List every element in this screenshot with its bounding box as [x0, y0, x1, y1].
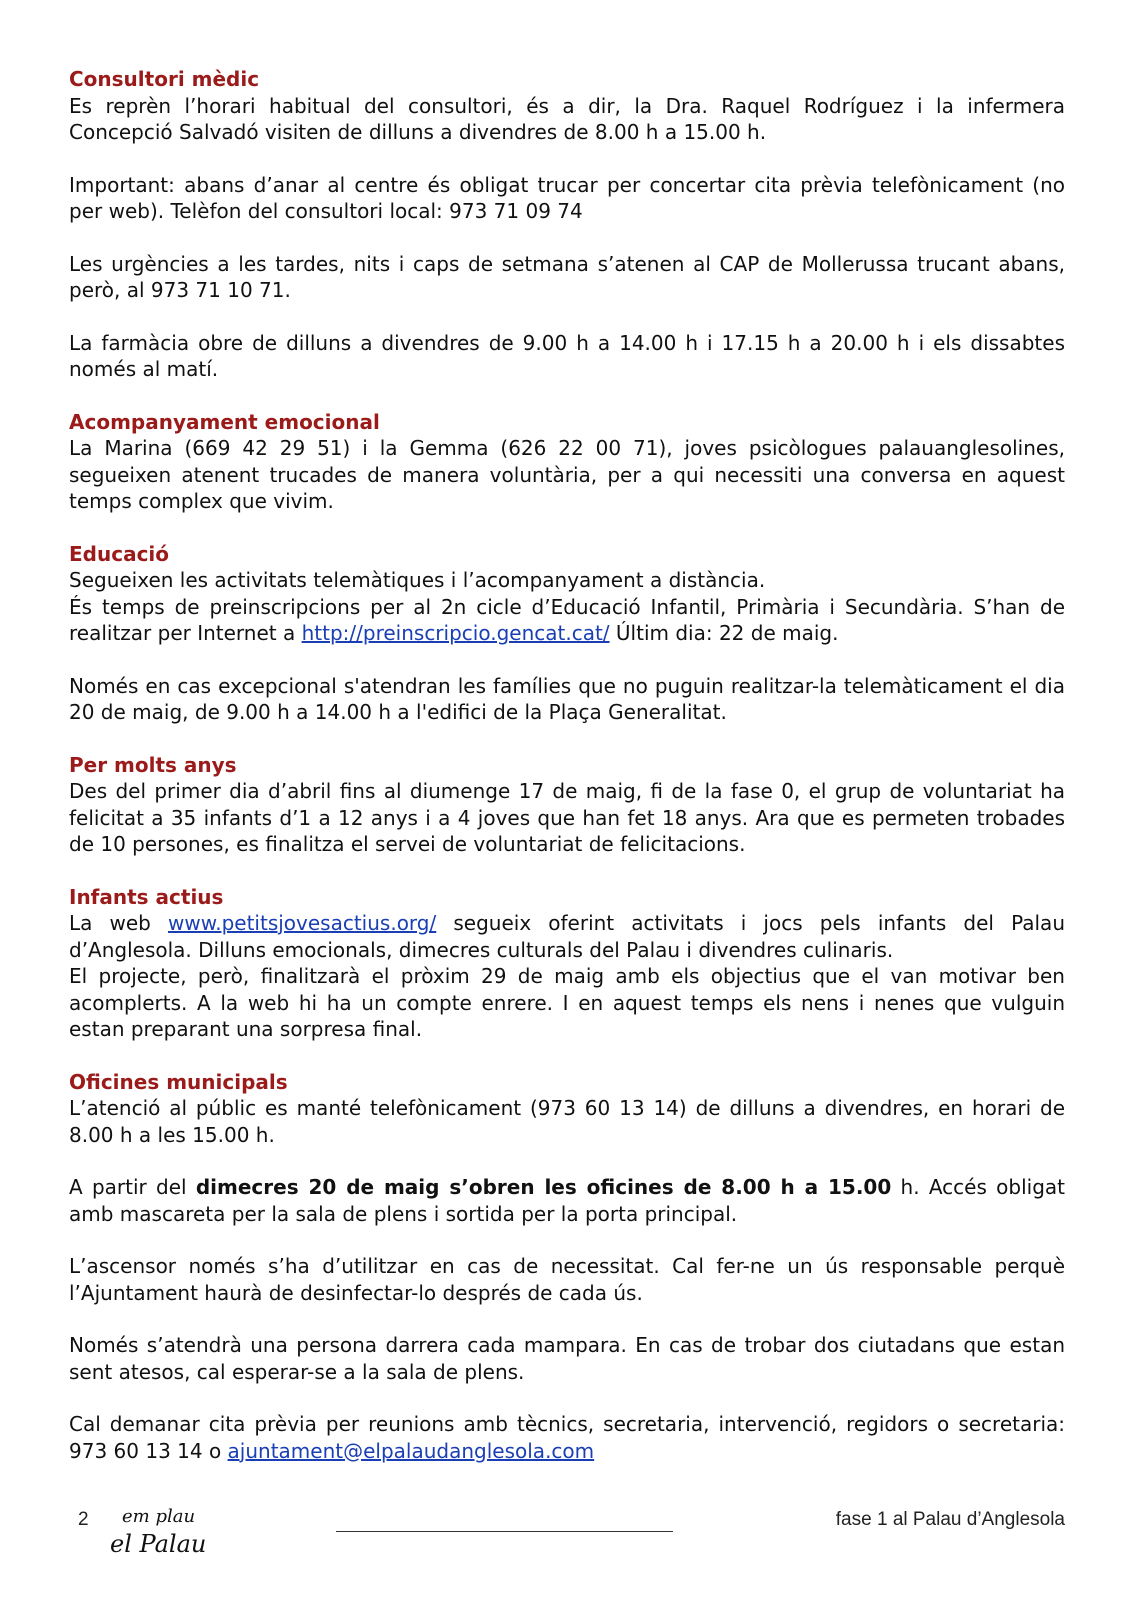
section-heading: Infants actius [69, 884, 224, 909]
paragraph [69, 910, 1065, 963]
section-oficines [69, 1069, 1065, 1465]
paragraph: L’ascensor només s’ha d’utilitzar en cas de necessitat. Cal fer-ne un ús responsable perquè l’Ajuntament haurà de desinfectar-lo després de cada ús. [69, 1254, 1065, 1305]
section-heading: Oficines municipals [69, 1069, 288, 1094]
document-body [69, 66, 1065, 1490]
paragraph: L’atenció al públic es manté telefònicament (973 60 13 14) de dilluns a divendres, en horari de 8.00 h a les 15.00 h. [69, 1096, 1065, 1147]
section-acompanyament [69, 409, 1065, 515]
paragraph: Només en cas excepcional s'atendran les famílies que no puguin realitzar-la telemàticament el dia 20 de maig, de 9.00 h a 14.00 h a l'edifici de la Plaça Generalitat. [69, 673, 1065, 724]
paragraph-text: És temps de preinscripcions per al 2n cicle d’Educació Infantil, Primària i Secundària. S’han de realitzar per Internet a [69, 594, 1065, 645]
paragraph: La Marina (669 42 29 51) i la Gemma (626 22 00 71), joves psicòlogues palauanglesolines, segueixen atenent trucades de manera voluntària, per a qui necessiti una conversa en aquest temps complex que vivim. [69, 436, 1065, 513]
section-molts-anys [69, 752, 1065, 858]
paragraph: Les urgències a les tardes, nits i caps de setmana s’atenen al CAP de Mollerussa trucant abans, però, al 973 71 10 71. [69, 251, 1065, 302]
section-heading: Consultori mèdic [69, 67, 260, 91]
paragraph-text: segueix oferint activitats i jocs pels infants del Palau d’Anglesola. Dilluns emocionals, dimecres culturals del Palau i divendres culinaris. [69, 911, 1065, 962]
section-consultori [69, 66, 1065, 383]
paragraph-text: Cal demanar cita prèvia per reunions amb tècnics, secretaria, intervenció, regidors o secretaria: 973 60 13 14 o [69, 1412, 1065, 1463]
footer-divider [336, 1531, 673, 1532]
petitsjovesactius-link[interactable]: www.petitsjovesactius.org/ [167, 911, 437, 935]
paragraph: Es reprèn l’horari habitual del consultori, és a dir, la Dra. Raquel Rodríguez i la infermera Concepció Salvadó visiten de dilluns a divendres de 8.00 h a 15.00 h. [69, 93, 1065, 144]
paragraph: Segueixen les activitats telemàtiques i l’acompanyament a distància. [69, 568, 766, 592]
paragraph: La farmàcia obre de dilluns a divendres de 9.00 h a 14.00 h i 17.15 h a 20.00 h i els dissabtes només al matí. [69, 330, 1065, 381]
email-link[interactable]: ajuntament@elpalaudanglesola.com [227, 1438, 595, 1463]
paragraph [69, 1411, 1065, 1464]
footer-title: fase 1 al Palau d’Anglesola [835, 1509, 1065, 1530]
paragraph: El projecte, però, finalitzarà el pròxim 29 de maig amb els objectius que el van motivar ben acomplerts. A la web hi ha un compte enrere. I en aquest temps els nens i nenes que vulguin estan preparant una sorpresa final. [69, 964, 1065, 1041]
section-heading: Per molts anys [69, 752, 237, 777]
preinscripcio-link[interactable]: http://preinscripcio.gencat.cat/ [301, 621, 610, 645]
paragraph: Important: abans d’anar al centre és obligat trucar per concertar cita prèvia telefònicament (no per web). Telèfon del consultori local: 973 71 09 74 [69, 172, 1065, 223]
paragraph: Només s’atendrà una persona darrera cada mampara. En cas de trobar dos ciutadans que estan sent atesos, cal esperar-se a la sala de plens. [69, 1333, 1065, 1384]
paragraph: Des del primer dia d’abril fins al diumenge 17 de maig, fi de la fase 0, el grup de voluntariat ha felicitat a 35 infants d’1 a 12 anys i a 4 joves que han fet 18 anys. Ara que es permeten trobades de 10 persones, es finalitza el servei de voluntariat de felicitacions. [69, 779, 1065, 856]
logo-line-1: em plau [122, 1506, 196, 1527]
page-number: 2 [78, 1509, 89, 1530]
paragraph-text: Últim dia: 22 de maig. [609, 621, 839, 645]
bold-text: dimecres 20 de maig s’obren les oficines de 8.00 h a 15.00 [195, 1175, 892, 1199]
paragraph [69, 1174, 1065, 1227]
section-educacio [69, 541, 1065, 726]
paragraph-text: A partir del [69, 1175, 196, 1199]
paragraph [69, 594, 1065, 647]
paragraph-text: La web [69, 911, 168, 935]
paragraph-text: h. Accés obligat amb mascareta per la sala de plens i sortida per la porta principal. [69, 1175, 1065, 1226]
section-heading: Educació [69, 541, 170, 566]
section-infants [69, 884, 1065, 1043]
section-heading: Acompanyament emocional [69, 409, 380, 434]
em-plau-el-palau-logo [108, 1496, 218, 1566]
logo-line-2: el Palau [110, 1530, 207, 1558]
